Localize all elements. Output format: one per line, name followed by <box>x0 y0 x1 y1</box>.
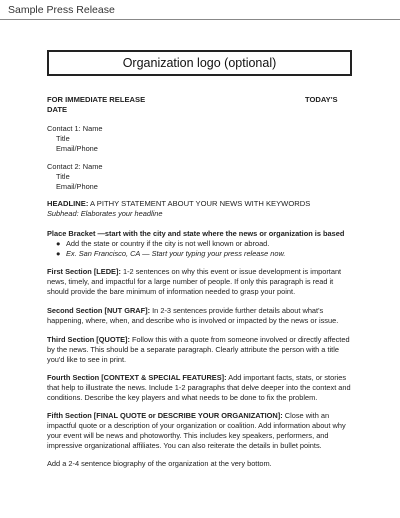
fourth-section-label: Fourth Section [CONTEXT & SPECIAL FEATURES]: <box>47 373 227 382</box>
todays-label: TODAY'S <box>305 95 338 104</box>
headline-label: HEADLINE: <box>47 199 89 208</box>
second-section-text: In 2-3 sentences provide further details about what's happening, where, when, and describe who is involved or impacted by the news or issue. <box>47 306 339 325</box>
third-section-label: Third Section [QUOTE]: <box>47 335 130 344</box>
fourth-section-text: Add important facts, stats, or stories that help to illustrate the news. Include 1-2 paragraphs that delve deeper into the context and conditions. Describe the key players and what needs to be done to fix the problem. <box>47 373 351 402</box>
first-section <box>47 267 357 297</box>
bullet-icon: ● <box>56 239 61 248</box>
organization-logo-box <box>47 50 352 76</box>
first-section-text: 1-2 sentences on why this event or issue development is important news, timely, and impactful for a large number of people. If only this paragraph is read it should provide the bare minimum of information needed to grasp your point. <box>47 267 342 296</box>
contact-1-block <box>47 124 102 154</box>
subhead: Subhead: Elaborates your headline <box>47 209 163 218</box>
bullet-text: Add the state or country if the city is not well known or abroad. <box>66 239 270 248</box>
logo-placeholder-text: Organization logo (optional) <box>122 56 277 70</box>
contact-1-title: Title <box>56 134 70 143</box>
contact-2-name: Contact 2: Name <box>47 162 103 171</box>
bullet-text: Ex. San Francisco, CA — Start your typing your press release now. <box>66 249 286 258</box>
second-section-label: Second Section [NUT GRAF]: <box>47 306 151 315</box>
first-section-label: First Section [LEDE]: <box>47 267 121 276</box>
bullet-icon: ● <box>56 249 61 258</box>
closing-note <box>47 459 357 469</box>
contact-2-block <box>47 162 102 192</box>
contact-2-title: Title <box>56 172 70 181</box>
contact-1-email: Email/Phone <box>56 144 98 153</box>
second-section <box>47 306 357 326</box>
header-divider <box>0 19 400 20</box>
date-label: DATE <box>47 105 68 114</box>
list-item <box>56 249 286 259</box>
place-bracket <box>47 229 357 239</box>
list-item <box>56 239 286 249</box>
place-bracket-label: Place Bracket <box>47 229 96 238</box>
place-bracket-text: —start with the city and state where the news or organization is based <box>95 229 345 238</box>
third-section <box>47 335 357 365</box>
contact-1-name: Contact 1: Name <box>47 124 103 133</box>
place-bullet-list <box>56 239 286 259</box>
fifth-section-text: Close with an impactful quote or a description of your organization or coalition. Add information about why your event will be news and photoworthy. This includes key speakers, performers, and impressive organizational affiliates. You can also reiterate the details in bullet points. <box>47 411 346 450</box>
headline <box>47 199 310 209</box>
closing-note-text: Add a 2-4 sentence biography of the organization at the very bottom. <box>47 459 272 468</box>
third-section-text: Follow this with a quote from someone involved or directly affected by the news. This should be a separate paragraph. Clearly attribute the person with a title you'd like to see in print. <box>47 335 350 364</box>
release-line <box>47 95 357 115</box>
document-header-title: Sample Press Release <box>8 4 115 16</box>
release-label: FOR IMMEDIATE RELEASE <box>47 95 146 104</box>
fifth-section <box>47 411 357 451</box>
fourth-section <box>47 373 357 403</box>
fifth-section-label: Fifth Section [FINAL QUOTE or DESCRIBE YOUR ORGANIZATION]: <box>47 411 283 420</box>
headline-text: A PITHY STATEMENT ABOUT YOUR NEWS WITH KEYWORDS <box>88 199 311 208</box>
contact-2-email: Email/Phone <box>56 182 98 191</box>
